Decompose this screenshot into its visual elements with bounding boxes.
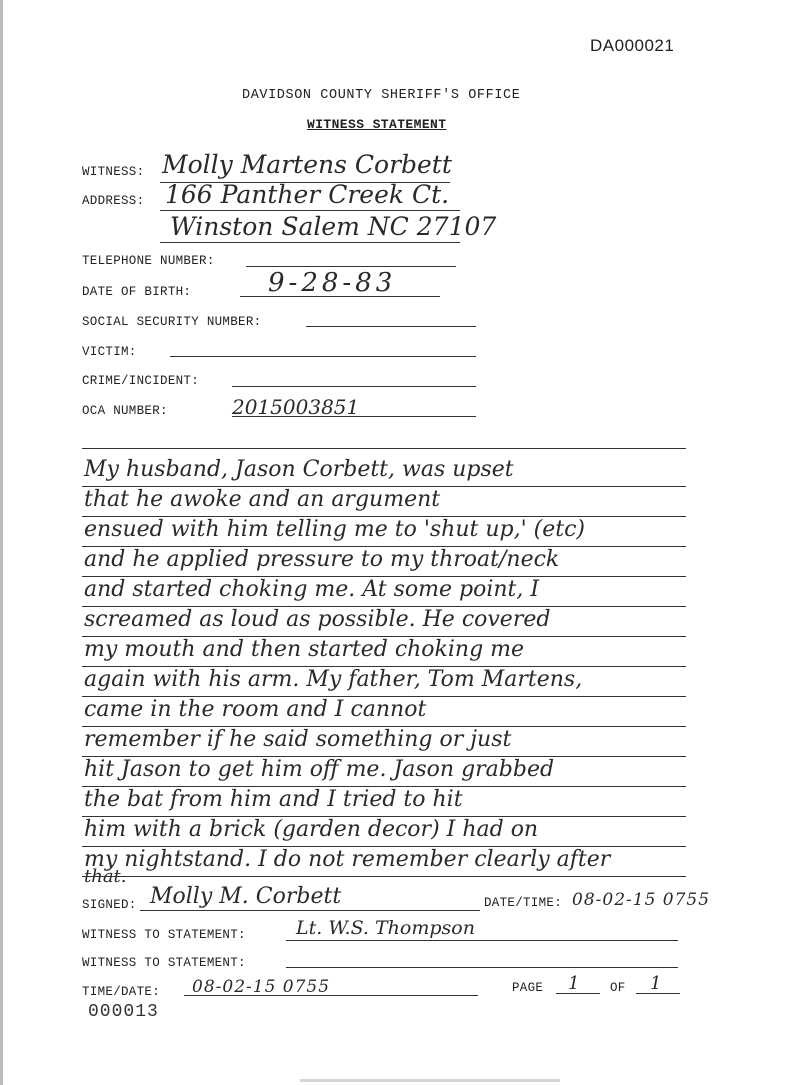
statement-line: screamed as loud as possible. He covered bbox=[84, 607, 551, 632]
statement-rule bbox=[82, 666, 686, 667]
signature: Molly M. Corbett bbox=[150, 884, 342, 909]
of-value: 1 bbox=[650, 973, 662, 994]
witness-value: Molly Martens Corbett bbox=[162, 150, 452, 179]
statement-line: the bat from him and I tried to hit bbox=[84, 787, 463, 812]
form-heading: WITNESS STATEMENT bbox=[307, 117, 447, 132]
statement-line: my nightstand. I do not remember clearly after bbox=[84, 847, 611, 872]
datetime-label: DATE/TIME: bbox=[484, 896, 563, 910]
ssn-line bbox=[306, 326, 476, 327]
statement-line: remember if he said something or just bbox=[84, 727, 512, 752]
dob-line bbox=[240, 296, 440, 297]
statement-rule bbox=[82, 816, 686, 817]
timedate-line bbox=[184, 995, 478, 996]
statement-rule bbox=[82, 726, 686, 727]
of-label: OF bbox=[610, 981, 626, 995]
telephone-line bbox=[246, 266, 456, 267]
witness1-line bbox=[286, 940, 678, 941]
oca-value: 2015003851 bbox=[232, 395, 360, 419]
timedate-value: 08-02-15 0755 bbox=[192, 977, 331, 997]
statement-line: that he awoke and an argument bbox=[84, 487, 441, 512]
bottom-stamp: 000013 bbox=[88, 1002, 159, 1022]
statement-rule bbox=[82, 786, 686, 787]
statement-line: my mouth and then started choking me bbox=[84, 637, 525, 662]
ssn-label: SOCIAL SECURITY NUMBER: bbox=[82, 315, 262, 329]
crime-line bbox=[232, 386, 476, 387]
statement-line: him with a brick (garden decor) I had on bbox=[84, 817, 539, 842]
scan-bottom-smudge bbox=[300, 1079, 560, 1082]
statement-rule bbox=[82, 546, 686, 547]
of-line bbox=[636, 993, 680, 994]
statement-line: ensued with him telling me to 'shut up,' (etc) bbox=[84, 517, 585, 542]
statement-line: and he applied pressure to my throat/neck bbox=[84, 547, 560, 572]
statement-rule bbox=[82, 636, 686, 637]
statement-rule bbox=[82, 696, 686, 697]
statement-rule bbox=[82, 486, 686, 487]
statement-line: again with his arm. My father, Tom Martens, bbox=[84, 667, 583, 692]
page-label: PAGE bbox=[512, 981, 544, 995]
address-line-1 bbox=[160, 210, 460, 211]
address-line1: 166 Panther Creek Ct. bbox=[165, 180, 450, 209]
address-label: ADDRESS: bbox=[82, 194, 145, 208]
dob-value: 9-28-83 bbox=[268, 268, 397, 298]
dob-label: DATE OF BIRTH: bbox=[82, 285, 192, 299]
statement-line: hit Jason to get him off me. Jason grabbed bbox=[84, 757, 555, 782]
bates-number: DA000021 bbox=[590, 36, 675, 55]
crime-label: CRIME/INCIDENT: bbox=[82, 374, 200, 388]
statement-line: that. bbox=[84, 866, 127, 887]
datetime-value: 08-02-15 0755 bbox=[572, 890, 711, 910]
statement-rule bbox=[82, 606, 686, 607]
witness-label: WITNESS: bbox=[82, 165, 145, 179]
statement-rule bbox=[82, 876, 686, 877]
signed-line bbox=[140, 910, 480, 911]
witness1-label: WITNESS TO STATEMENT: bbox=[82, 928, 246, 942]
witness2-line bbox=[286, 967, 678, 968]
statement-line: came in the room and I cannot bbox=[84, 697, 427, 722]
oca-line bbox=[232, 416, 476, 417]
oca-label: OCA NUMBER: bbox=[82, 404, 168, 418]
statement-rule bbox=[82, 516, 686, 517]
statement-rule bbox=[82, 846, 686, 847]
witness2-label: WITNESS TO STATEMENT: bbox=[82, 956, 246, 970]
statement-line: My husband, Jason Corbett, was upset bbox=[84, 457, 514, 482]
page-value: 1 bbox=[568, 973, 580, 994]
page-line bbox=[556, 993, 600, 994]
statement-rule bbox=[82, 756, 686, 757]
telephone-label: TELEPHONE NUMBER: bbox=[82, 254, 215, 268]
address-line-2 bbox=[160, 242, 460, 243]
scan-left-edge bbox=[0, 0, 3, 1085]
address-line2: Winston Salem NC 27107 bbox=[170, 212, 497, 241]
victim-label: VICTIM: bbox=[82, 345, 137, 359]
statement-line: and started choking me. At some point, I bbox=[84, 577, 540, 602]
statement-top-line bbox=[82, 448, 686, 449]
victim-line bbox=[170, 356, 476, 357]
witness1-signature: Lt. W.S. Thompson bbox=[296, 917, 475, 939]
timedate-label: TIME/DATE: bbox=[82, 985, 161, 999]
signed-label: SIGNED: bbox=[82, 898, 137, 912]
statement-rule bbox=[82, 576, 686, 577]
agency-title: DAVIDSON COUNTY SHERIFF'S OFFICE bbox=[242, 88, 521, 103]
